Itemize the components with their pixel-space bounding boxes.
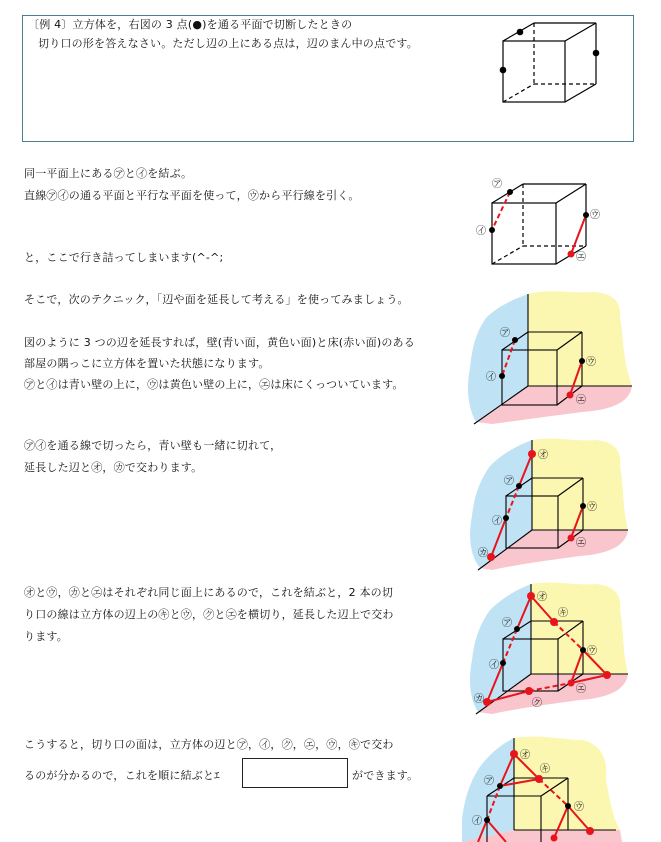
- svg-text:㋒: ㋒: [586, 357, 596, 368]
- cube-figure-2: [474, 172, 624, 272]
- svg-text:㋒: ㋒: [587, 502, 597, 513]
- step5-line1: ㋐㋑を通る線で切ったら，青い壁も一緒に切れて，: [24, 439, 282, 452]
- cube-figure-1: [480, 20, 620, 120]
- step3-line1: そこで，次のテクニック，「辺や面を延長して考える」を使ってみましょう。: [24, 293, 409, 306]
- svg-text:㋔: ㋔: [538, 450, 548, 461]
- svg-text:㋔: ㋔: [520, 750, 530, 761]
- step6-line3: ります。: [24, 630, 68, 643]
- svg-text:㋐: ㋐: [484, 776, 494, 787]
- step4-line1: 図のように 3 つの辺を延長すれば，壁(青い面，黄色い面)と床(赤い面)のある: [24, 336, 415, 349]
- svg-text:㋐: ㋐: [500, 328, 510, 339]
- svg-text:㋗: ㋗: [532, 698, 542, 709]
- svg-text:㋐: ㋐: [492, 179, 502, 190]
- svg-text:㋒: ㋒: [587, 646, 597, 657]
- svg-text:㋓: ㋓: [576, 395, 586, 406]
- svg-text:㋓: ㋓: [576, 252, 586, 263]
- step7-line2-after: ができます。: [352, 769, 419, 782]
- step4-line3: ㋐と㋑は青い壁の上に，㋒は黄色い壁の上に，㋓は床にくっついています。: [24, 378, 404, 391]
- svg-text:㋕: ㋕: [474, 694, 484, 705]
- room-figure-5: [462, 580, 642, 718]
- svg-text:㋐: ㋐: [504, 476, 514, 487]
- svg-text:㋒: ㋒: [574, 802, 584, 813]
- svg-text:㋒: ㋒: [590, 210, 600, 221]
- svg-text:㋖: ㋖: [540, 764, 550, 775]
- answer-box[interactable]: [242, 758, 348, 788]
- room-figure-6: [462, 730, 642, 842]
- room-figure-3: [462, 288, 642, 426]
- step7-line2-before: るのが分かるので，これを順に結ぶとｴ: [24, 769, 220, 782]
- step6-line1: ㋔と㋒，㋕と㋓はそれぞれ同じ面上にあるので，これを結ぶと，2 本の切: [24, 586, 394, 599]
- svg-text:㋖: ㋖: [558, 608, 568, 619]
- example-text-line1: 〔例 4〕立方体を，右図の 3 点(●)を通る平面で切断したときの: [28, 18, 353, 31]
- svg-text:㋑: ㋑: [492, 516, 502, 527]
- step6-line2: り口の線は立方体の辺上の㋖と㋒，㋗と㋓を横切り，延長した辺上で交わ: [24, 608, 394, 621]
- svg-text:㋔: ㋔: [537, 592, 547, 603]
- svg-text:㋑: ㋑: [472, 816, 482, 827]
- svg-text:㋕: ㋕: [478, 548, 488, 559]
- example-text-line2: 切り口の形を答えなさい。ただし辺の上にある点は，辺のまん中の点です。: [38, 37, 418, 50]
- step5-line2: 延長した辺と㋔，㋕で交わります。: [24, 461, 203, 474]
- step2-line1: と，ここで行き詰ってしまいます(^-^;: [24, 251, 224, 264]
- svg-text:㋓: ㋓: [576, 538, 586, 549]
- svg-text:㋓: ㋓: [576, 684, 586, 695]
- svg-text:㋐: ㋐: [502, 618, 512, 629]
- step4-line2: 部屋の隅っこに立方体を置いた状態になります。: [24, 357, 270, 370]
- svg-text:㋑: ㋑: [486, 372, 496, 383]
- svg-text:㋑: ㋑: [489, 660, 499, 671]
- step1-line1: 同一平面上にある㋐と㋑を結ぶ。: [24, 167, 193, 180]
- svg-text:㋑: ㋑: [476, 226, 486, 237]
- step1-line2: 直線㋐㋑の通る平面と平行な平面を使って，㋒から平行線を引く。: [24, 189, 360, 202]
- room-figure-4: [462, 436, 642, 574]
- step7-line1: こうすると，切り口の面は，立方体の辺と㋐，㋑，㋗，㋓，㋒，㋖で交わ: [24, 738, 394, 751]
